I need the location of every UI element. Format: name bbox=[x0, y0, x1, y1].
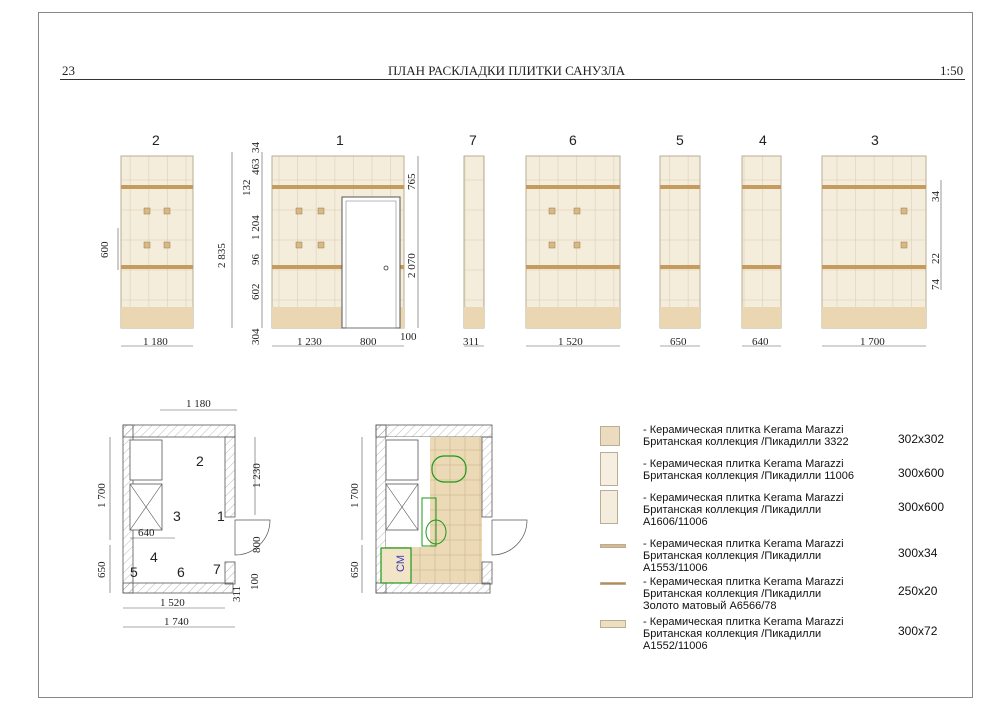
wall-label: 1 bbox=[336, 132, 344, 148]
legend-text: - Керамическая плитка Kerama Marazzi Британская коллекция /Пикадилли A1552/11006 bbox=[643, 616, 844, 652]
dim-text: 1 230 bbox=[251, 463, 263, 488]
tile-swatch bbox=[600, 426, 620, 446]
dim-text: 1 700 bbox=[860, 336, 885, 348]
legend-text: - Керамическая плитка Kerama Marazzi Британская коллекция /Пикадилли A1606/11006 bbox=[643, 492, 844, 528]
wall-number: 2 bbox=[196, 453, 204, 469]
tile-size: 302x302 bbox=[898, 432, 945, 446]
washer-label: СМ bbox=[395, 555, 407, 572]
elevation-wall-1 bbox=[216, 132, 418, 348]
dim-text: 34 bbox=[250, 142, 262, 153]
legend-item bbox=[600, 492, 980, 528]
floor-plan-walls bbox=[110, 410, 270, 627]
dim-text: 800 bbox=[251, 536, 263, 553]
elevation-wall-6 bbox=[526, 132, 620, 348]
tile-swatch bbox=[600, 544, 626, 548]
dim-text: 1 700 bbox=[349, 483, 361, 508]
dim-text: 650 bbox=[670, 336, 687, 348]
dim-text: 2 835 bbox=[216, 243, 228, 268]
legend-text: - Керамическая плитка Kerama Marazzi Британская коллекция /Пикадилли 3322 bbox=[643, 424, 849, 448]
dim-text: 1 520 bbox=[160, 597, 185, 609]
tile-swatch bbox=[600, 452, 618, 486]
dim-text: 650 bbox=[96, 561, 108, 578]
wall-label: 6 bbox=[569, 132, 577, 148]
dim-text: 22 bbox=[930, 253, 942, 264]
tile-size: 300x600 bbox=[898, 500, 945, 514]
tile-size: 300x72 bbox=[898, 624, 938, 638]
dim-text: 602 bbox=[250, 283, 262, 300]
dim-text: 96 bbox=[250, 254, 262, 265]
tile-swatch bbox=[600, 582, 626, 585]
wall-number: 5 bbox=[130, 564, 138, 580]
tile-size: 300x34 bbox=[898, 546, 938, 560]
wall-label: 3 bbox=[871, 132, 879, 148]
dim-text: 1 520 bbox=[558, 336, 583, 348]
dim-text: 640 bbox=[752, 336, 769, 348]
wall-label: 2 bbox=[152, 132, 160, 148]
legend-text: - Керамическая плитка Kerama Marazzi Британская коллекция /Пикадилли A1553/11006 bbox=[643, 538, 844, 574]
wall-number: 4 bbox=[150, 549, 158, 565]
dim-text: 463 bbox=[250, 158, 262, 175]
dim-text: 600 bbox=[99, 241, 111, 258]
tile-swatch bbox=[600, 620, 626, 628]
legend-item bbox=[600, 424, 980, 460]
elevation-wall-7 bbox=[463, 132, 484, 348]
wall-label: 7 bbox=[469, 132, 477, 148]
dim-text: 1 180 bbox=[143, 336, 168, 348]
dim-text: 1 180 bbox=[186, 398, 211, 410]
dim-text: 2 070 bbox=[406, 253, 418, 278]
dim-text: 132 bbox=[241, 179, 253, 196]
elevation-wall-2 bbox=[99, 132, 193, 348]
wall-number: 1 bbox=[217, 508, 225, 524]
dim-text: 1 204 bbox=[250, 215, 262, 240]
dim-text: 100 bbox=[249, 573, 261, 590]
dim-text: 311 bbox=[463, 336, 480, 348]
page-title: ПЛАН РАСКЛАДКИ ПЛИТКИ САНУЗЛА bbox=[388, 63, 626, 78]
dim-text: 304 bbox=[250, 328, 262, 345]
dim-text: 311 bbox=[231, 585, 243, 602]
dim-text: 650 bbox=[349, 561, 361, 578]
tile-size: 250x20 bbox=[898, 584, 938, 598]
scale-label: 1:50 bbox=[940, 63, 964, 78]
legend-item bbox=[600, 538, 980, 574]
wall-number: 6 bbox=[177, 564, 185, 580]
dim-text: 1 700 bbox=[96, 483, 108, 508]
dim-text: 765 bbox=[406, 173, 418, 190]
dim-text: 640 bbox=[138, 527, 155, 539]
tile-size: 300x600 bbox=[898, 466, 945, 480]
legend-text: - Керамическая плитка Kerama Marazzi Британская коллекция /Пикадилли 11006 bbox=[643, 458, 854, 482]
page-number: 23 bbox=[62, 63, 75, 78]
wall-label: 4 bbox=[759, 132, 767, 148]
dim-text: 74 bbox=[930, 279, 942, 290]
dim-text: 34 bbox=[930, 191, 942, 202]
legend-item bbox=[600, 576, 980, 612]
wall-label: 5 bbox=[676, 132, 684, 148]
tile-swatch bbox=[600, 490, 618, 524]
legend-text: - Керамическая плитка Kerama Marazzi Британская коллекция /Пикадилли Золото матовый A6566/78 bbox=[643, 576, 844, 612]
floor-plan-tiled bbox=[349, 425, 527, 593]
elevation-wall-4 bbox=[742, 132, 781, 348]
legend-item bbox=[600, 458, 980, 494]
legend-item bbox=[600, 616, 980, 652]
dim-text: 100 bbox=[400, 331, 417, 343]
dim-text: 1 230 bbox=[297, 336, 322, 348]
wall-number: 3 bbox=[173, 508, 181, 524]
wall-number: 7 bbox=[213, 561, 221, 577]
dim-text: 800 bbox=[360, 336, 377, 348]
elevation-wall-3 bbox=[822, 132, 942, 348]
dim-text: 1 740 bbox=[164, 616, 189, 628]
elevation-wall-5 bbox=[660, 132, 700, 348]
